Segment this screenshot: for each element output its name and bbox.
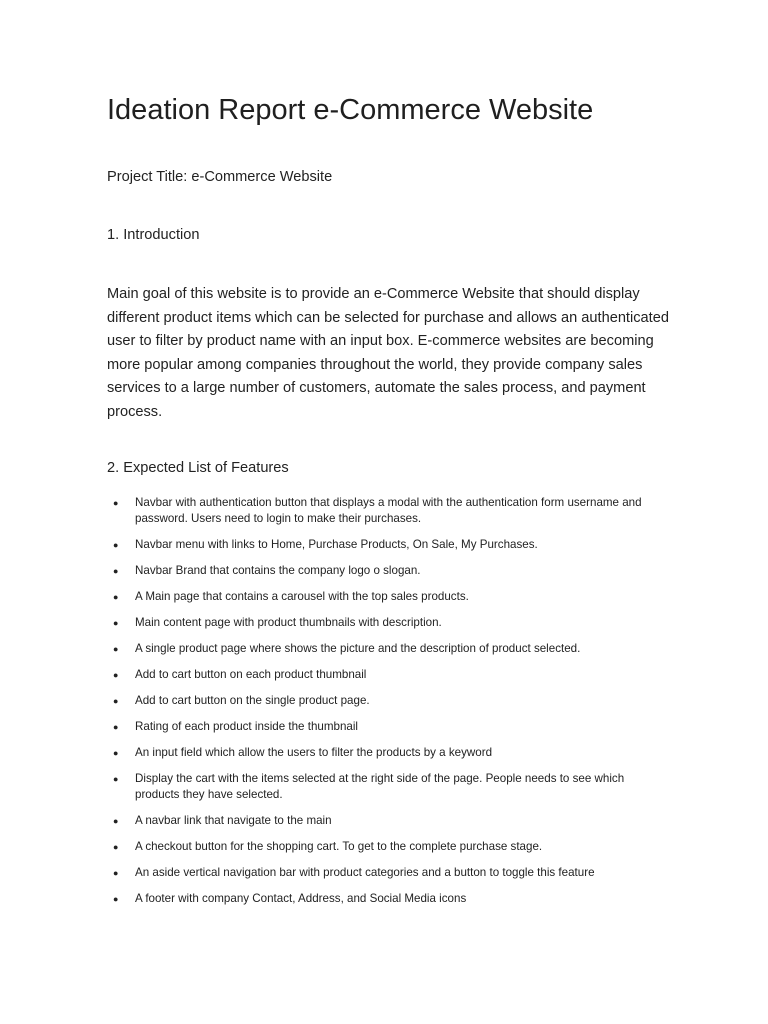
- bullet-icon: ●: [113, 842, 119, 852]
- bullet-icon: ●: [113, 618, 119, 628]
- feature-item: [107, 865, 667, 881]
- bullet-icon: ●: [113, 816, 119, 826]
- bullet-icon: ●: [113, 748, 119, 758]
- features-heading: 2. Expected List of Features: [107, 460, 289, 476]
- feature-item: [107, 495, 667, 527]
- feature-text: A Main page that contains a carousel with the top sales products.: [135, 590, 469, 603]
- feature-text: An aside vertical navigation bar with product categories and a button to toggle this feature: [135, 866, 595, 879]
- introduction-heading: 1. Introduction: [107, 227, 200, 243]
- feature-item: [107, 745, 667, 761]
- feature-item: [107, 641, 667, 657]
- project-title: Project Title: e-Commerce Website: [107, 169, 333, 185]
- bullet-icon: ●: [113, 894, 119, 904]
- introduction-body: Main goal of this website is to provide an e-Commerce Website that should display different product items which can be selected for purchase and allows an authenticated user to filter by product name with an input box. E-commerce websites are becoming more popular among companies throughout the world, they provide company sales services to a large number of customers, automate the sales process, and payment process.: [107, 286, 669, 420]
- bullet-icon: ●: [113, 722, 119, 732]
- bullet-icon: ●: [113, 696, 119, 706]
- feature-text: Add to cart button on each product thumbnail: [135, 668, 367, 681]
- feature-item: [107, 693, 667, 709]
- feature-text: Navbar with authentication button that displays a modal with the authentication form username and password. Users need to login to make their purchases.: [135, 496, 642, 525]
- feature-text: Main content page with product thumbnails with description.: [135, 616, 442, 629]
- feature-item: [107, 719, 667, 735]
- bullet-icon: ●: [113, 670, 119, 680]
- feature-text: Rating of each product inside the thumbnail: [135, 720, 358, 733]
- feature-item: [107, 537, 667, 553]
- feature-item: [107, 563, 667, 579]
- feature-text: Navbar Brand that contains the company logo o slogan.: [135, 564, 421, 577]
- bullet-icon: ●: [113, 592, 119, 602]
- feature-item: [107, 839, 667, 855]
- feature-item: [107, 615, 667, 631]
- bullet-icon: ●: [113, 566, 119, 576]
- feature-text: An input field which allow the users to filter the products by a keyword: [135, 746, 493, 759]
- bullet-icon: ●: [113, 498, 119, 508]
- bullet-icon: ●: [113, 868, 119, 878]
- feature-text: A navbar link that navigate to the main: [135, 814, 332, 827]
- feature-text: Add to cart button on the single product page.: [135, 694, 370, 707]
- bullet-icon: ●: [113, 540, 119, 550]
- document-title: Ideation Report e-Commerce Website: [107, 94, 594, 126]
- feature-text: Display the cart with the items selected at the right side of the page. People needs to see which products they have selected.: [135, 772, 625, 801]
- feature-item: [107, 813, 667, 829]
- bullet-icon: ●: [113, 644, 119, 654]
- bullet-icon: ●: [113, 774, 119, 784]
- feature-list: [107, 495, 667, 917]
- feature-item: [107, 589, 667, 605]
- feature-text: A single product page where shows the picture and the description of product selected.: [135, 642, 581, 655]
- feature-text: A checkout button for the shopping cart. To get to the complete purchase stage.: [135, 840, 543, 853]
- feature-item: [107, 891, 667, 907]
- feature-item: [107, 771, 667, 803]
- feature-text: Navbar menu with links to Home, Purchase Products, On Sale, My Purchases.: [135, 538, 538, 551]
- feature-text: A footer with company Contact, Address, and Social Media icons: [135, 892, 467, 905]
- feature-item: [107, 667, 667, 683]
